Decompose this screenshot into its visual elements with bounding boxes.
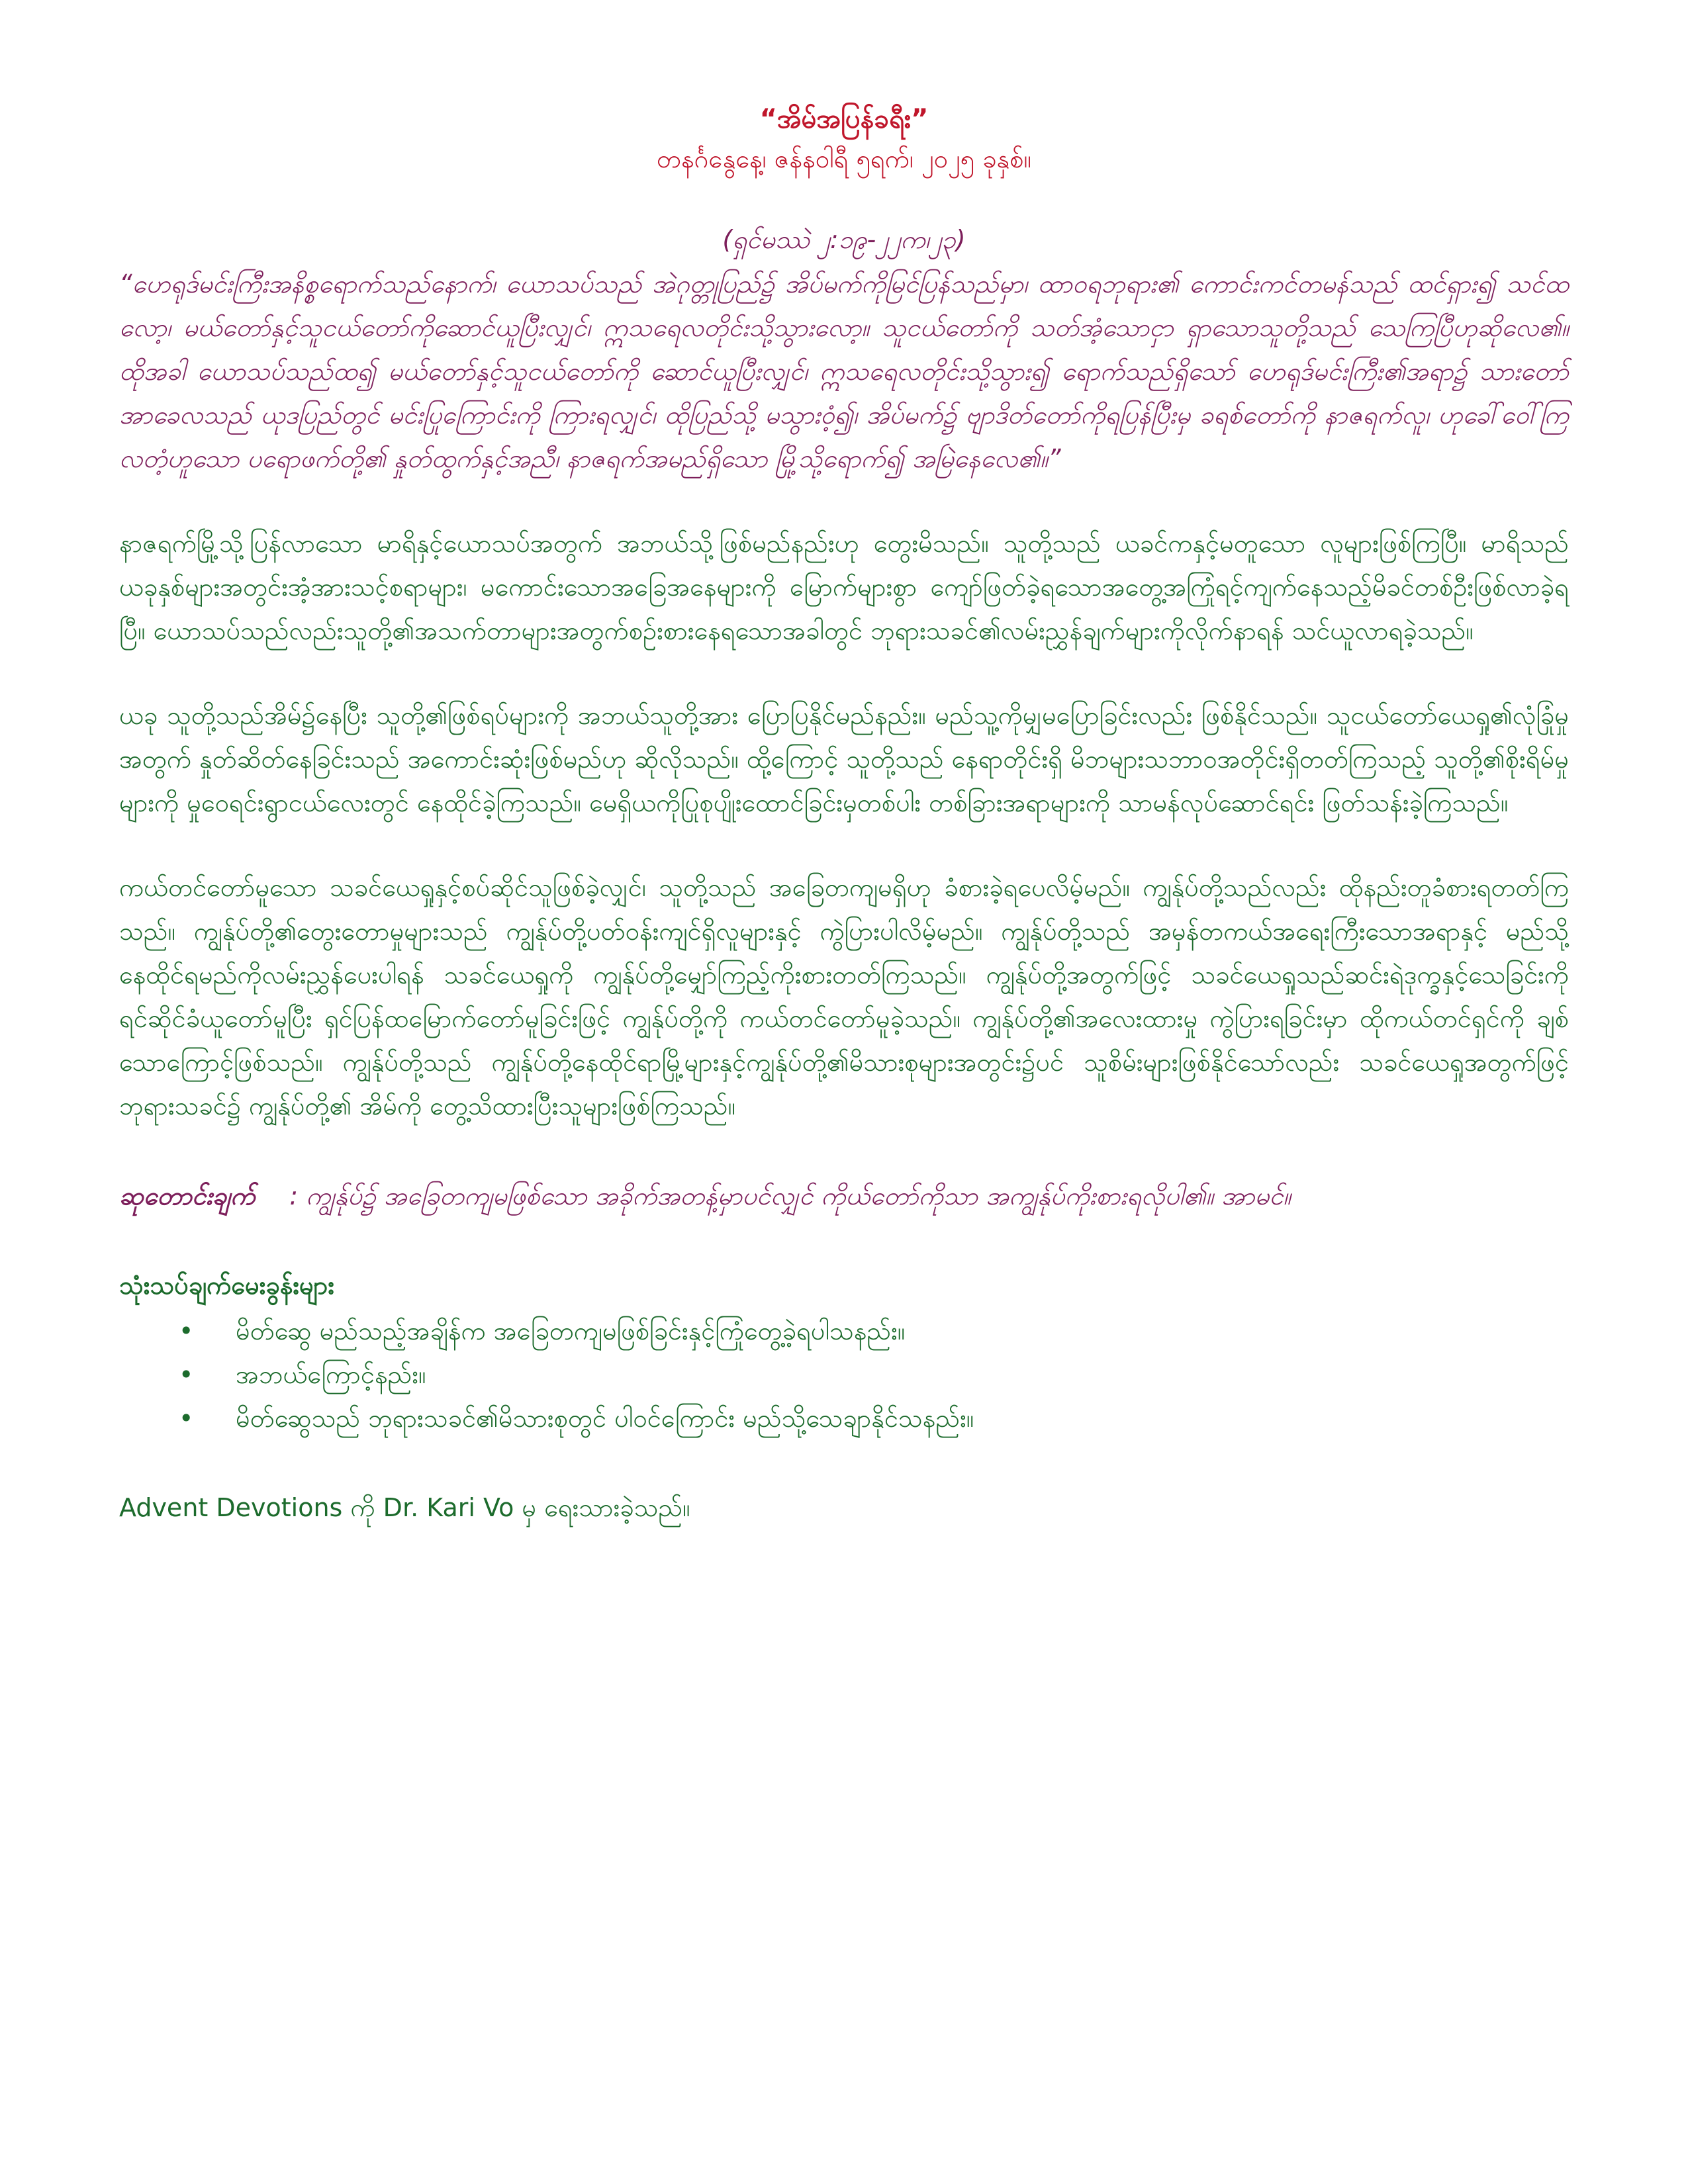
bullet-icon: •	[179, 1404, 194, 1433]
question-item	[172, 1396, 1569, 1440]
question-text: မိတ်ဆွေ မည်သည့်အချိန်က အခြေတကျမဖြစ်ခြင်းနှင့်ကြုံတွေ့ခဲ့ရပါသနည်း။	[236, 1316, 906, 1345]
devotional-page	[119, 99, 1569, 1527]
body-paragraph-2: ယခု သူတို့သည်အိမ်၌နေပြီး သူတို့၏ဖြစ်ရပ်များကို အဘယ်သူတို့အား ပြောပြနိုင်မည်နည်း။ မည်သူ့ကိုမျှမပြောခြင်းလည်း ဖြစ်နိုင်သည်။ သူငယ်တော်ယေရှု၏လုံခြုံမှုအတွက် နှုတ်ဆိတ်နေခြင်းသည် အကောင်းဆုံးဖြစ်မည်ဟု ဆိုလိုသည်။ ထို့ကြောင့် သူတို့သည် နေရာတိုင်းရှိ မိဘများသဘာဝအတိုင်းရှိတတ်ကြသည့် သူတို့၏စိုးရိမ်မှုများကို မှုဝေရင်းရွာငယ်လေးတွင် နေထိုင်ခဲ့ကြသည်။ မေရှိယကိုပြုစုပျိုးထောင်ခြင်းမှတစ်ပါး တစ်ခြားအရာများကို သာမန်လုပ်ဆောင်ရင်း ဖြတ်သန်းခဲ့ကြသည်။	[119, 701, 1569, 817]
author-credit: Advent Devotions ကို Dr. Kari Vo မှ ရေးသားခဲ့သည်။	[119, 1493, 690, 1522]
questions-list	[119, 1309, 1569, 1440]
scripture-reference: (ရှင်မဿဲ ၂:၁၉-၂၂က၊၂၃)	[722, 225, 966, 254]
questions-heading: သုံးသပ်ချက်မေးခွန်းများ	[119, 1271, 335, 1300]
question-item	[172, 1309, 1569, 1353]
body-paragraph-3: ကယ်တင်တော်မူသော သခင်ယေရှုနှင့်စပ်ဆိုင်သူဖြစ်ခဲ့လျှင်၊ သူတို့သည် အခြေတကျမရှိဟု ခံစားခဲ့ရပေလိမ့်မည်။ ကျွန်ုပ်တို့သည်လည်း ထိုနည်းတူခံစားရတတ်ကြသည်။ ကျွန်ုပ်တို့၏တွေးတောမှုများသည် ကျွန်ုပ်တို့ပတ်ဝန်းကျင်ရှိလူများနှင့် ကွဲပြားပါလိမ့်မည်။ ကျွန်ုပ်တို့သည် အမှန်တကယ်အရေးကြီးသောအရာနှင့် မည်သို့နေထိုင်ရမည်ကိုလမ်းညွှန်ပေးပါရန် သခင်ယေရှုကို ကျွန်ုပ်တို့မျှော်ကြည့်ကိုးစားတတ်ကြသည်။ ကျွန်ုပ်တို့အတွက်ဖြင့် သခင်ယေရှုသည်ဆင်းရဲဒုက္ခနှင့်သေခြင်းကို ရင်ဆိုင်ခံယူတော်မူပြီး ရှင်ပြန်ထမြောက်တော်မူခြင်းဖြင့် ကျွန်ုပ်တို့ကို ကယ်တင်တော်မူခဲ့သည်။ ကျွန်ုပ်တို့၏အလေးထားမှု ကွဲပြားရခြင်းမှာ ထိုကယ်တင်ရှင်ကို ချစ်သောကြောင့်ဖြစ်သည်။ ကျွန်ုပ်တို့သည် ကျွန်ုပ်တို့နေထိုင်ရာမြို့များနှင့်ကျွန်ုပ်တို့၏မိသားစုများအတွင်း၌ပင် သူစိမ်းများဖြစ်နိုင်သော်လည်း သခင်ယေရှုအတွက်ဖြင့် ဘုရားသခင်၌ ကျွန်ုပ်တို့၏ အိမ်ကို တွေ့သိထားပြီးသူများဖြစ်ကြသည်။	[119, 873, 1569, 1120]
bullet-icon: •	[179, 1316, 194, 1345]
prayer-label: ဆုတောင်းချက်	[119, 1181, 256, 1210]
body-paragraph-1: နာဇရက်မြို့သို့ပြန်လာသော မာရိနှင့်ယောသပ်အတွက် အဘယ်သို့ဖြစ်မည်နည်းဟု တွေးမိသည်။ သူတို့သည် ယခင်ကနှင့်မတူသော လူများဖြစ်ကြပြီ။ မာရိသည် ယခုနှစ်များအတွင်းအံ့အားသင့်စရာများ၊ မကောင်းသောအခြေအနေများကို မြောက်များစွာ ကျော်ဖြတ်ခဲ့ရသောအတွေ့အကြုံရင့်ကျက်နေသည့်မိခင်တစ်ဦးဖြစ်လာခဲ့ရပြီ။ ယောသပ်သည်လည်းသူတို့၏အသက်တာများအတွက်စဉ်းစားနေရသောအခါတွင် ဘုရားသခင်၏လမ်းညွှန်ချက်များကိုလိုက်နာရန် သင်ယူလာရခဲ့သည်။	[119, 529, 1569, 645]
question-text: မိတ်ဆွေသည် ဘုရားသခင်၏မိသားစုတွင် ပါဝင်ကြောင်း မည်သို့သေချာနိုင်သနည်း။	[236, 1404, 974, 1433]
prayer-text: : ကျွန်ုပ်၌ အခြေတကျမဖြစ်သော အခိုက်အတန့်မှာပင်လျှင် ကိုယ်တော်ကိုသာ အကျွန်ုပ်ကိုးစားရလိုပါ၏။ အာမင်။	[289, 1181, 1291, 1210]
question-item	[172, 1353, 1569, 1396]
page-date: တနင်္ဂနွေနေ့၊ ဇန်နဝါရီ ၅ရက်၊ ၂၀၂၅ ခုနှစ်။	[656, 144, 1032, 173]
page-title: “အိမ်အပြန်ခရီး”	[759, 104, 929, 134]
scripture-quote: “ဟေရုဒ်မင်းကြီးအနိစ္စရောက်သည်နောက်၊ ယောသပ်သည် အဲဂုတ္တုပြည်၌ အိပ်မက်ကိုမြင်ပြန်သည်မှာ၊ ထာဝရဘုရား၏ ကောင်းကင်တမန်သည် ထင်ရှား၍ သင်ထလော့၊ မယ်တော်နှင့်သူငယ်တော်ကိုဆောင်ယူပြီးလျှင်၊ ဣသရေလတိုင်းသို့သွားလော့။ သူငယ်တော်ကို သတ်အံ့သောငှာ ရှာသောသူတို့သည် သေကြပြီဟုဆိုလေ၏။ ထိုအခါ ယောသပ်သည်ထ၍ မယ်တော်နှင့်သူငယ်တော်ကို ဆောင်ယူပြီးလျှင်၊ ဣသရေလတိုင်းသို့သွား၍ ရောက်သည်ရှိသော် ဟေရုဒ်မင်းကြီး၏အရာ၌ သားတော်အာခေလသည် ယုဒပြည်တွင် မင်းပြုကြောင်းကို ကြားရလျှင်၊ ထိုပြည်သို့ မသွားဝံ့၍၊ အိပ်မက်၌ ဗျာဒိတ်တော်ကိုရပြန်ပြီးမှ ခရစ်တော်ကို နာဇရက်လူ၊ ဟုခေါ်ဝေါ်ကြလတံ့ဟူသော ပရောဖက်တို့၏ နှုတ်ထွက်နှင့်အညီ၊ နာဇရက်အမည်ရှိသော မြို့သို့ရောက်၍ အမြဲနေလေ၏။”	[119, 269, 1569, 473]
bullet-icon: •	[179, 1360, 194, 1389]
question-text: အဘယ်ကြောင့်နည်း။	[236, 1360, 426, 1389]
prayer	[119, 1174, 1569, 1218]
